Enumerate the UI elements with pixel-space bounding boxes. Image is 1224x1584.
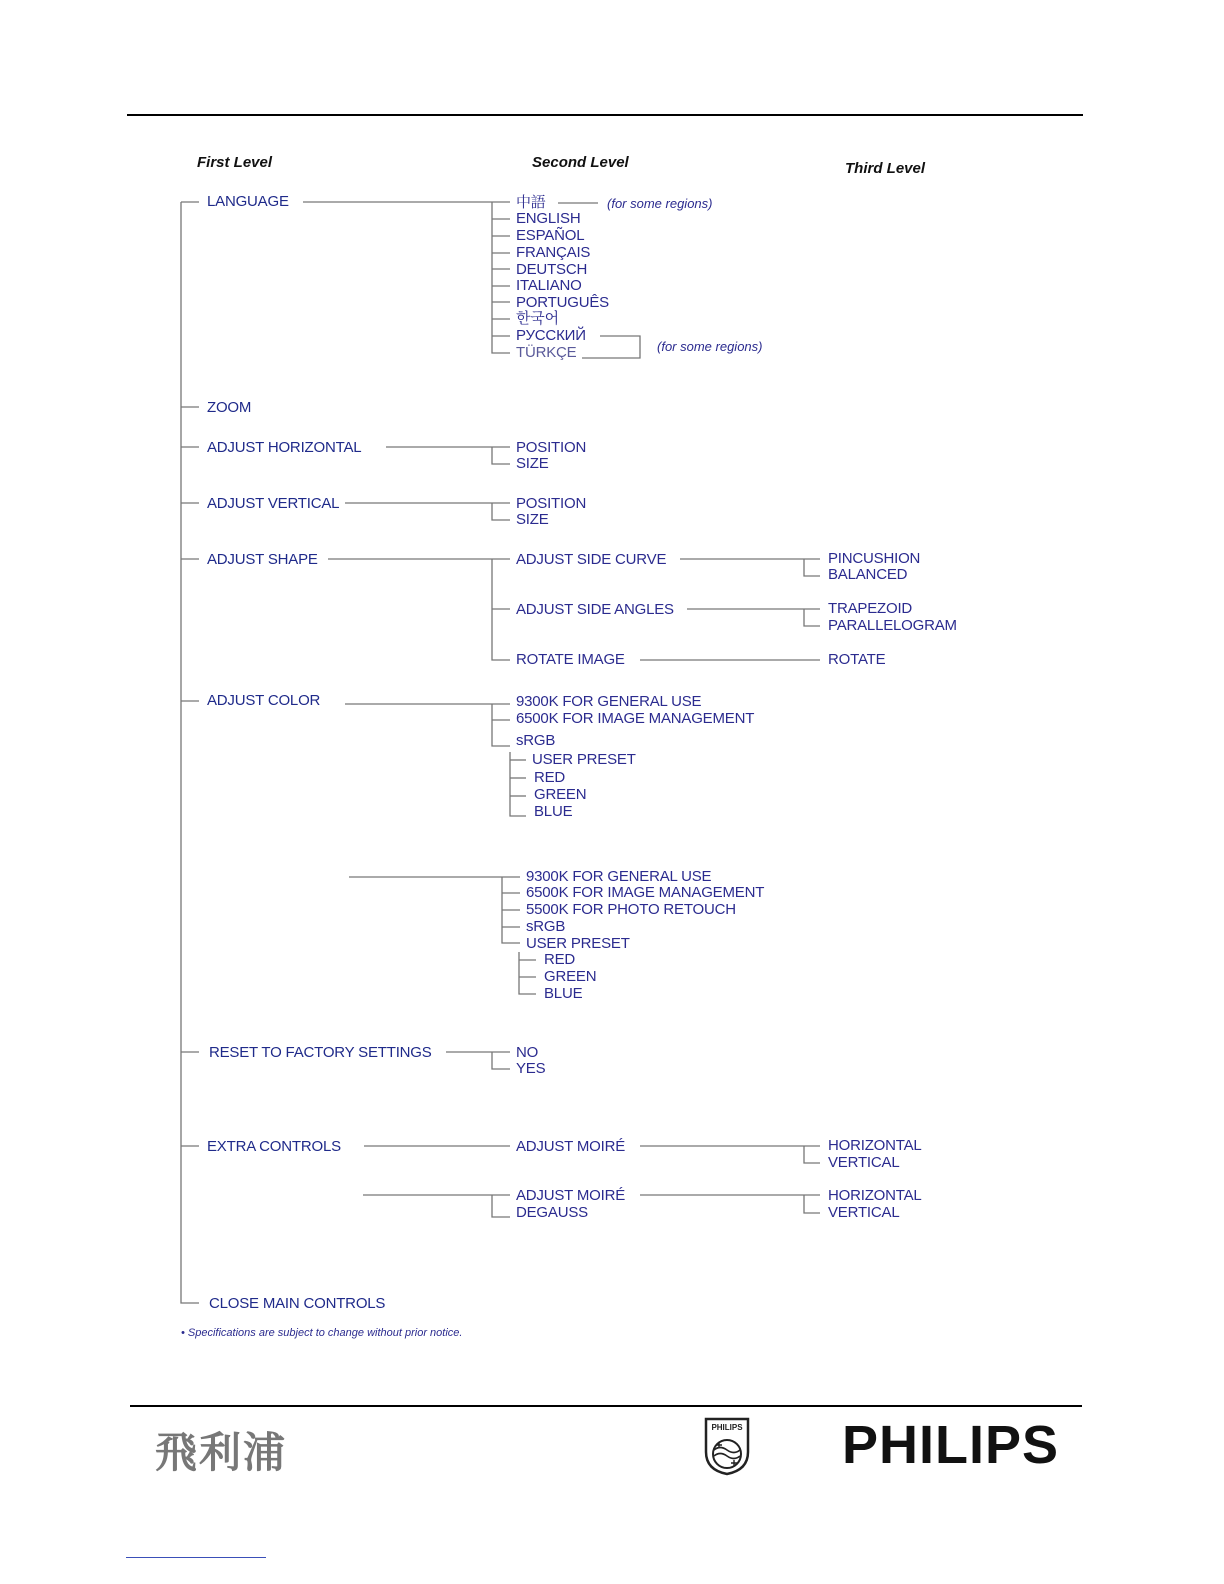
shape-side-curve: ADJUST SIDE CURVE [516,551,667,568]
menu-extra-controls: EXTRA CONTROLS [207,1138,341,1155]
brand-philips-wordmark: PHILIPS [842,1415,1060,1475]
color-b-option: 9300K FOR GENERAL USE [526,868,712,885]
color-b-option: 6500K FOR IMAGE MANAGEMENT [526,884,765,901]
menu-adjust-vertical: ADJUST VERTICAL [207,495,340,512]
color-a-option: sRGB [516,732,556,749]
extra-degauss: DEGAUSS [516,1204,588,1221]
extra-moire-b-vertical: VERTICAL [828,1204,900,1221]
color-a-channel: BLUE [534,803,573,820]
reset-yes: YES [516,1060,546,1077]
language-option: ENGLISH [516,210,581,227]
color-a-user-preset: USER PRESET [532,751,636,768]
shape-rotate-image: ROTATE IMAGE [516,651,625,668]
specifications-footnote: • Specifications are subject to change without prior notice. [181,1327,463,1339]
vertical-size: SIZE [516,511,549,528]
language-option: ITALIANO [516,277,582,294]
color-a-option: 6500K FOR IMAGE MANAGEMENT [516,710,755,727]
brand-chinese-logo: 飛利浦 [155,1428,288,1477]
menu-language: LANGUAGE [207,193,289,210]
menu-zoom: ZOOM [207,399,252,416]
shape-balanced: BALANCED [828,566,908,583]
vertical-position: POSITION [516,495,587,512]
color-b-channel: GREEN [544,968,597,985]
language-option: FRANÇAIS [516,244,591,261]
menu-reset-factory: RESET TO FACTORY SETTINGS [209,1044,432,1061]
language-option: 中語 [516,194,546,211]
language-option: РУССКИЙ [516,327,586,344]
shape-rotate: ROTATE [828,651,886,668]
shape-side-angles: ADJUST SIDE ANGLES [516,601,674,618]
header-third-level: Third Level [845,160,926,177]
language-option: ESPAÑOL [516,227,585,244]
color-a-channel: RED [534,769,566,786]
language-option: DEUTSCH [516,261,588,278]
shape-pincushion: PINCUSHION [828,550,921,567]
menu-adjust-color: ADJUST COLOR [207,692,321,709]
color-b-option: 5500K FOR PHOTO RETOUCH [526,901,736,918]
bottom-link-underline [126,1557,266,1558]
horizontal-size: SIZE [516,455,549,472]
shape-trapezoid: TRAPEZOID [828,600,913,617]
reset-no: NO [516,1044,539,1061]
extra-moire-a: ADJUST MOIRÉ [516,1138,626,1155]
menu-close-main-controls: CLOSE MAIN CONTROLS [209,1295,386,1312]
color-b-user-preset: USER PRESET [526,935,630,952]
philips-shield-logo [703,1416,751,1481]
language-option: 한국어 [516,310,559,327]
bottom-rule [130,1405,1082,1407]
color-a-channel: GREEN [534,786,587,803]
color-a-option: 9300K FOR GENERAL USE [516,693,702,710]
header-first-level: First Level [197,154,273,171]
color-b-option: sRGB [526,918,566,935]
shield-label: PHILIPS [711,1423,743,1432]
language-region-note-bottom: (for some regions) [657,339,763,354]
extra-moire-b: ADJUST MOIRÉ [516,1187,626,1204]
color-b-channel: RED [544,951,576,968]
header-second-level: Second Level [532,154,629,171]
menu-adjust-shape: ADJUST SHAPE [207,551,318,568]
color-b-channel: BLUE [544,985,583,1002]
shape-parallelogram: PARALLELOGRAM [828,617,957,634]
language-region-note-top: (for some regions) [607,196,713,211]
language-option: TÜRKÇE [516,344,577,361]
language-option: PORTUGUÊS [516,294,609,311]
extra-moire-a-vertical: VERTICAL [828,1154,900,1171]
horizontal-position: POSITION [516,439,587,456]
extra-moire-b-horizontal: HORIZONTAL [828,1187,922,1204]
extra-moire-a-horizontal: HORIZONTAL [828,1137,922,1154]
menu-adjust-horizontal: ADJUST HORIZONTAL [207,439,362,456]
